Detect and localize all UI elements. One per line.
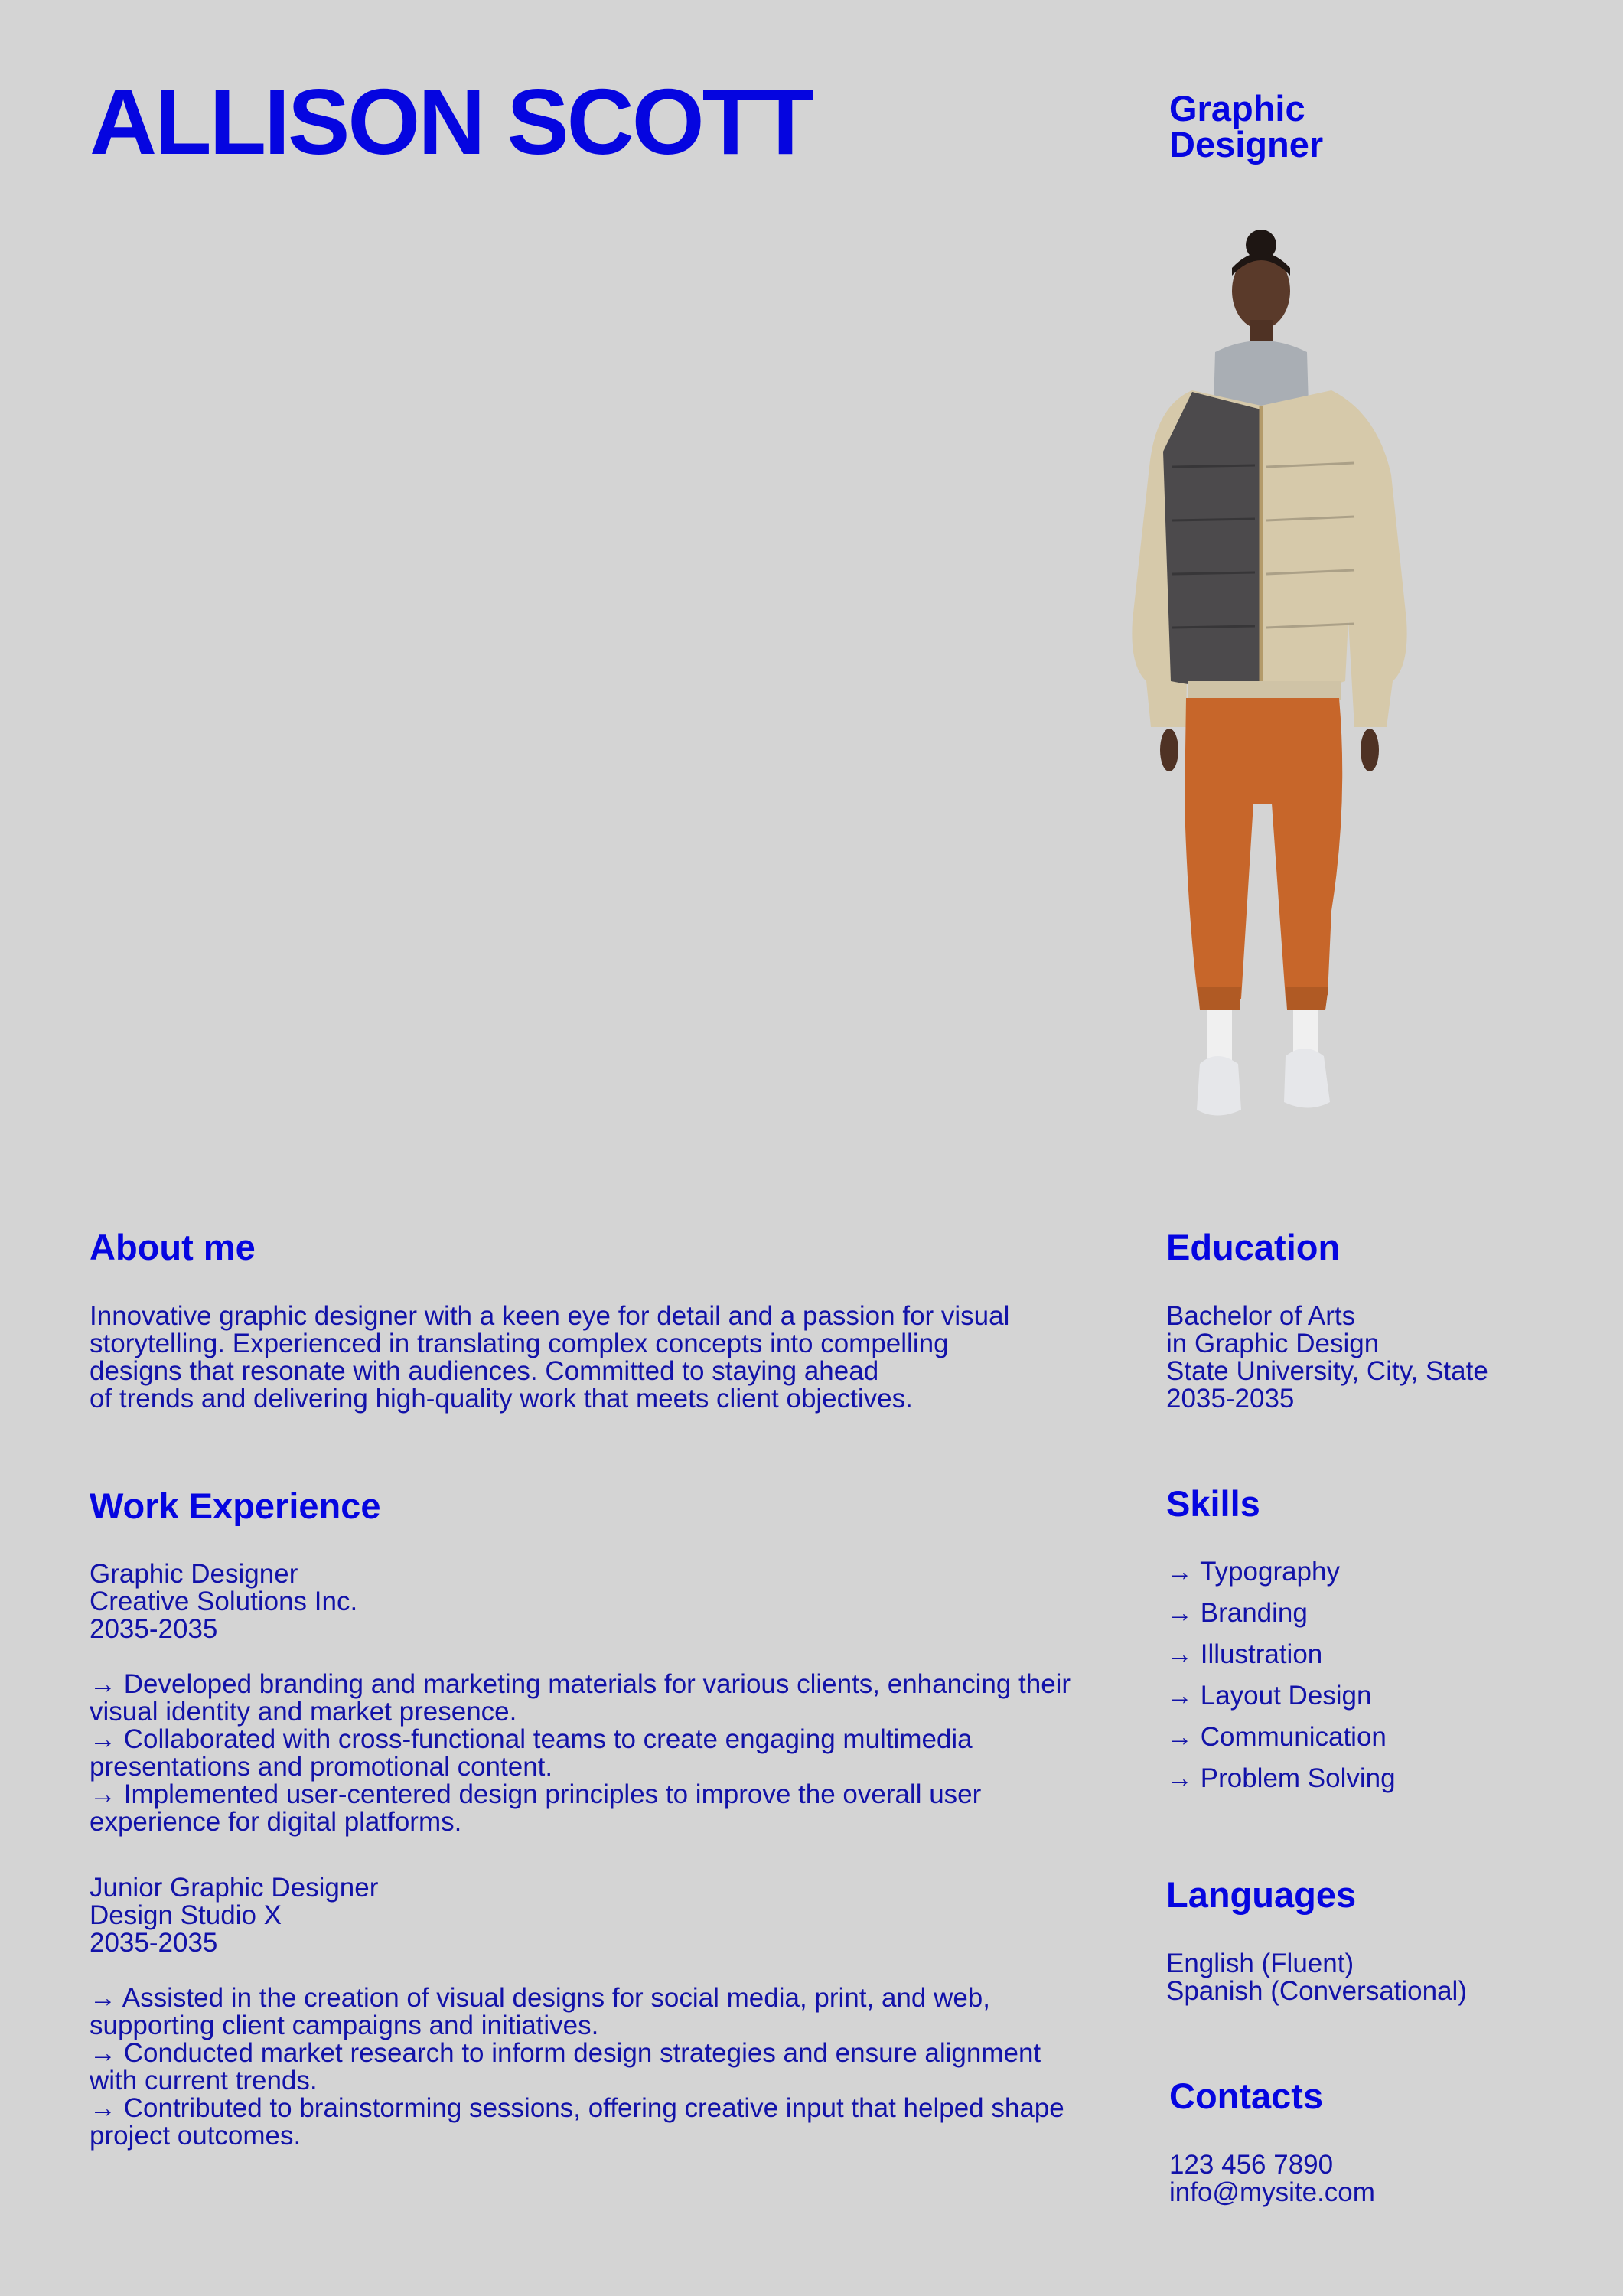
contact-phone[interactable]: 123 456 7890 [1169, 2150, 1334, 2180]
education-details [1166, 1303, 1488, 1413]
education-school: State University, City, State [1166, 1356, 1488, 1386]
languages-list [1166, 1950, 1467, 2005]
job-bullet: → Contributed to brainstorming sessions, offering creative input that helped shape project outcomes. [90, 2093, 1064, 2151]
job-dates: 2035-2035 [90, 1928, 218, 1958]
skill-item: → Problem Solving [1166, 1763, 1396, 1793]
resume-name: ALLISON SCOTT [90, 70, 812, 174]
education-dates: 2035-2035 [1166, 1384, 1295, 1414]
arrow-icon: → [1166, 1557, 1193, 1587]
arrow-icon: → [90, 1779, 116, 1809]
skill-item: → Communication [1166, 1722, 1387, 1752]
arrow-icon: → [90, 2038, 116, 2068]
education-degree-line: Bachelor of Arts [1166, 1301, 1356, 1331]
job-company: Creative Solutions Inc. [90, 1587, 358, 1616]
contact-email[interactable]: info@mysite.com [1169, 2177, 1375, 2207]
job-bullet: → Conducted market research to inform design strategies and ensure alignment with current trends. [90, 2038, 1041, 2095]
about-heading: About me [90, 1227, 256, 1267]
about-line: Innovative graphic designer with a keen eye for detail and a passion for visual [90, 1301, 1010, 1331]
education-degree-line: in Graphic Design [1166, 1329, 1380, 1358]
arrow-icon: → [90, 1669, 116, 1699]
about-line: storytelling. Experienced in translating complex concepts into compelling [90, 1329, 949, 1358]
about-text [90, 1303, 1009, 1413]
job-dates: 2035-2035 [90, 1614, 218, 1644]
contacts-details [1169, 2151, 1375, 2206]
job-bullet: → Developed branding and marketing materials for various clients, enhancing their visual identity and market presence. [90, 1669, 1071, 1727]
job-company: Design Studio X [90, 1900, 282, 1930]
about-line: designs that resonate with audiences. Committed to staying ahead [90, 1356, 879, 1386]
job-bullet: → Implemented user-centered design principles to improve the overall user experience for digital platforms. [90, 1779, 982, 1837]
job-title: Graphic Designer [90, 1559, 298, 1589]
skill-item: → Layout Design [1166, 1681, 1372, 1711]
job-title: Junior Graphic Designer [90, 1873, 379, 1903]
arrow-icon: → [1166, 1639, 1193, 1669]
job-role-title [1169, 88, 1324, 165]
job-bullet: → Assisted in the creation of visual designs for social media, print, and web, supporting client campaigns and initiatives. [90, 1983, 990, 2040]
skill-item: → Typography [1166, 1557, 1340, 1587]
about-line: of trends and delivering high-quality work that meets client objectives. [90, 1384, 913, 1414]
arrow-icon: → [1166, 1722, 1193, 1752]
arrow-icon: → [90, 1724, 116, 1754]
arrow-icon: → [1166, 1681, 1193, 1711]
language-item: English (Fluent) [1166, 1949, 1354, 1978]
arrow-icon: → [90, 2093, 116, 2123]
job-bullet: → Collaborated with cross-functional teams to create engaging multimedia presentations and promotional content. [90, 1724, 973, 1782]
skills-list [1166, 1558, 1396, 1806]
arrow-icon: → [90, 1983, 116, 2013]
languages-heading: Languages [1166, 1874, 1357, 1915]
role-line-2: Designer [1169, 124, 1324, 165]
portrait-photo [1102, 222, 1423, 1148]
role-line-1: Graphic [1169, 88, 1305, 129]
skills-heading: Skills [1166, 1483, 1260, 1524]
education-heading: Education [1166, 1227, 1341, 1267]
work-heading: Work Experience [90, 1486, 381, 1526]
skill-item: → Branding [1166, 1598, 1308, 1628]
job-entry [90, 1561, 1084, 1836]
arrow-icon: → [1166, 1598, 1193, 1628]
contacts-heading: Contacts [1169, 2076, 1324, 2116]
skill-item: → Illustration [1166, 1639, 1323, 1669]
language-item: Spanish (Conversational) [1166, 1976, 1467, 2006]
arrow-icon: → [1166, 1763, 1193, 1793]
job-entry [90, 1874, 1084, 2150]
